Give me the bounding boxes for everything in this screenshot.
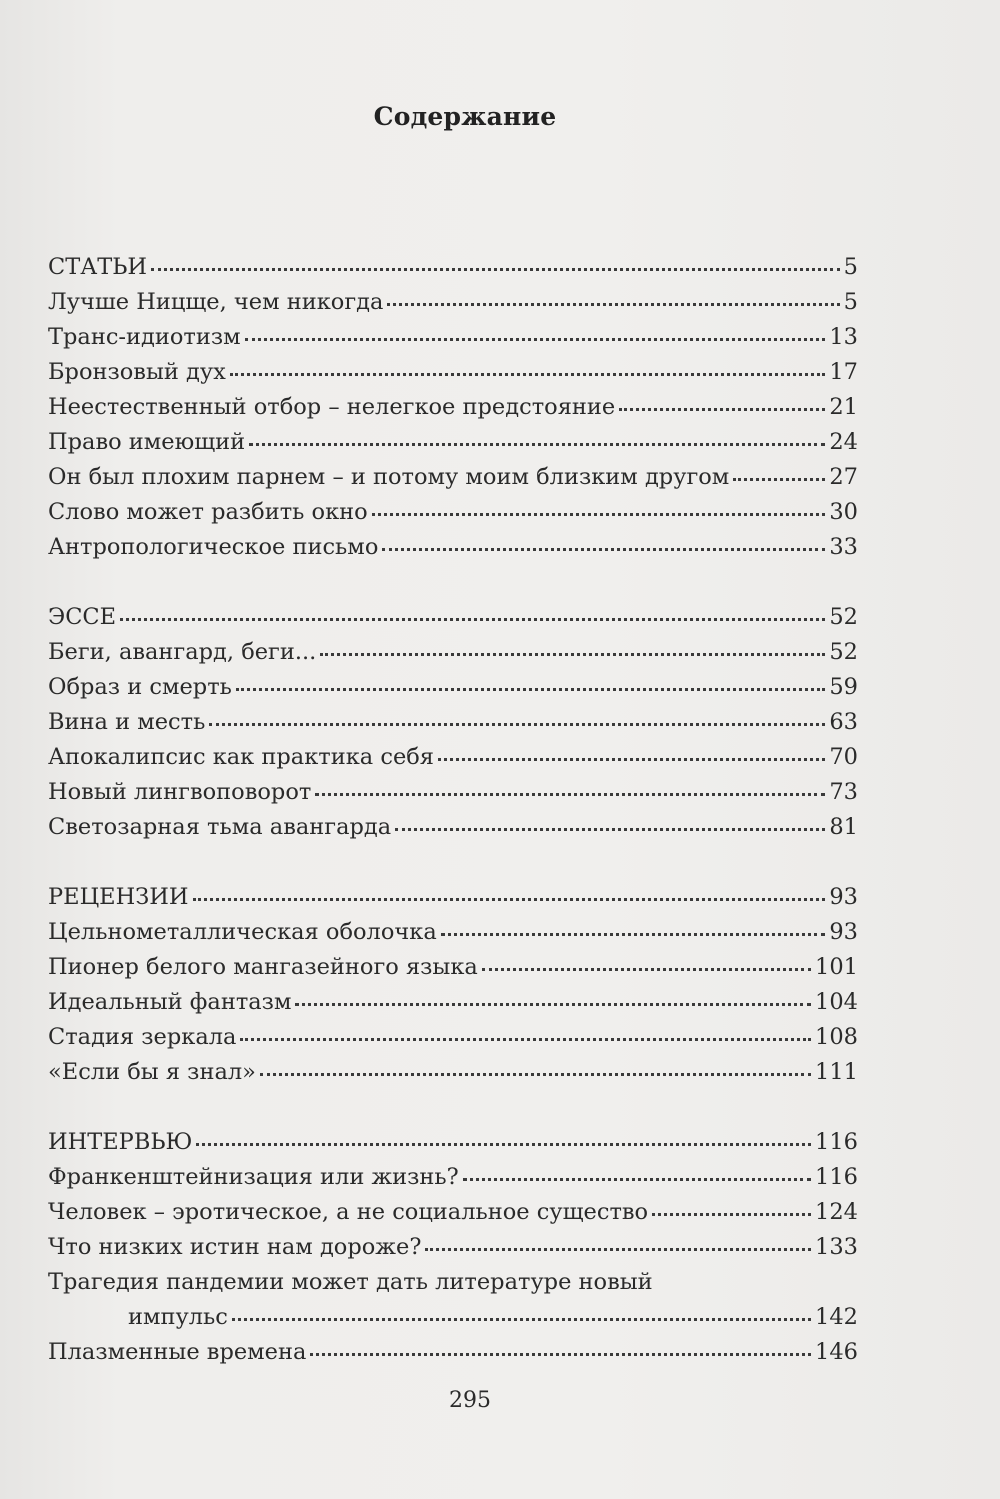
dot-leader: [482, 968, 811, 971]
toc-entry[interactable]: [48, 1265, 858, 1335]
toc-page-number: 21: [829, 394, 858, 420]
dot-leader: [260, 1073, 811, 1076]
toc-entry-label: Человек – эротическое, а не социальное существо: [48, 1199, 649, 1225]
toc-entry[interactable]: [48, 390, 858, 425]
toc-heading[interactable]: [48, 600, 858, 635]
toc-entry[interactable]: [48, 915, 858, 950]
toc-entry-label: Антропологическое письмо: [48, 534, 379, 560]
toc-entry-label: Стадия зеркала: [48, 1024, 237, 1050]
toc-entry-label: Право имеющий: [48, 429, 246, 455]
dot-leader: [619, 408, 825, 411]
toc-entry[interactable]: [48, 985, 858, 1020]
dot-leader: [209, 723, 825, 726]
toc-page-number: 52: [829, 604, 858, 630]
toc-page-number: 124: [815, 1199, 858, 1225]
dot-leader: [193, 898, 826, 901]
toc-entry[interactable]: [48, 425, 858, 460]
dot-leader: [425, 1248, 811, 1251]
toc-section-essays: [48, 600, 858, 845]
dot-leader: [295, 1003, 811, 1006]
toc-entry-label: Бронзовый дух: [48, 359, 226, 385]
dot-leader: [120, 618, 825, 621]
toc-page-number: 133: [815, 1234, 858, 1260]
toc-page-number: 101: [815, 954, 858, 980]
dot-leader: [387, 303, 839, 306]
toc-entry[interactable]: [48, 1020, 858, 1055]
toc-page-number: 17: [829, 359, 858, 385]
toc-entry-label: Он был плохим парнем – и потому моим близким другом: [48, 464, 730, 490]
dot-leader: [240, 1038, 811, 1041]
toc-heading[interactable]: [48, 250, 858, 285]
toc-entry[interactable]: [48, 1230, 858, 1265]
dot-leader: [315, 793, 825, 796]
toc-heading[interactable]: [48, 880, 858, 915]
toc-page-number: 104: [815, 989, 858, 1015]
dot-leader: [249, 443, 825, 446]
toc-entry[interactable]: [48, 460, 858, 495]
toc-entry[interactable]: [48, 355, 858, 390]
toc-section-reviews: [48, 880, 858, 1090]
toc-entry[interactable]: [48, 1160, 858, 1195]
dot-leader: [230, 373, 826, 376]
dot-leader: [463, 1178, 811, 1181]
dot-leader: [438, 758, 825, 761]
toc-page-number: 70: [829, 744, 858, 770]
toc-page-number: 81: [829, 814, 858, 840]
toc-entry[interactable]: [48, 775, 858, 810]
toc-entry[interactable]: [48, 950, 858, 985]
dot-leader: [245, 338, 826, 341]
toc-page-number: 63: [829, 709, 858, 735]
toc-page-number: 5: [843, 289, 858, 315]
dot-leader: [196, 1143, 811, 1146]
page-number: 295: [449, 1388, 491, 1413]
dot-leader: [151, 268, 840, 271]
dot-leader: [236, 688, 825, 691]
toc-entry-label: Образ и смерть: [48, 674, 232, 700]
toc-entry[interactable]: [48, 495, 858, 530]
toc-entry[interactable]: [48, 670, 858, 705]
page-title: Содержание: [373, 102, 557, 131]
dot-leader: [310, 1353, 811, 1356]
toc-entry-label-cont: импульс: [128, 1304, 228, 1330]
toc-heading-label: ЭССЕ: [48, 604, 117, 630]
toc-entry[interactable]: [48, 740, 858, 775]
toc-entry[interactable]: [48, 1055, 858, 1090]
dot-leader: [382, 548, 825, 551]
dot-leader: [395, 828, 825, 831]
toc-entry[interactable]: [48, 635, 858, 670]
toc-entry-label: Лучше Ницще, чем никогда: [48, 289, 384, 315]
toc-page-number: 13: [829, 324, 858, 350]
toc-section-articles: [48, 250, 858, 565]
toc-entry-label: Пионер белого мангазейного языка: [48, 954, 478, 980]
toc-page-number: 73: [829, 779, 858, 805]
toc-page-number: 111: [815, 1059, 858, 1085]
toc-entry-label: Новый лингвоповорот: [48, 779, 312, 805]
toc-entry-label: Франкенштейнизация или жизнь?: [48, 1164, 459, 1190]
toc-entry[interactable]: [48, 1195, 858, 1230]
toc-page-number: 33: [829, 534, 858, 560]
toc-page-number: 5: [843, 254, 858, 280]
toc-page-number: 142: [815, 1304, 858, 1330]
toc-entry-continuation: [48, 1300, 858, 1335]
toc-entry[interactable]: [48, 320, 858, 355]
dot-leader: [652, 1213, 811, 1216]
toc-entry-label: Плазменные времена: [48, 1339, 307, 1365]
table-of-contents: [48, 250, 858, 1405]
toc-page-number: 93: [829, 919, 858, 945]
toc-entry-label: «Если бы я знал»: [48, 1059, 256, 1085]
toc-page-number: 52: [829, 639, 858, 665]
toc-page-number: 30: [829, 499, 858, 525]
dot-leader: [733, 478, 825, 481]
toc-entry[interactable]: [48, 285, 858, 320]
toc-entry-label: Беги, авангард, беги...: [48, 639, 317, 665]
toc-page-number: 93: [829, 884, 858, 910]
toc-page-number: 59: [829, 674, 858, 700]
dot-leader: [320, 653, 825, 656]
toc-entry[interactable]: [48, 1335, 858, 1370]
toc-page-number: 146: [815, 1339, 858, 1365]
toc-section-interviews: [48, 1125, 858, 1370]
toc-entry-label: Что низких истин нам дороже?: [48, 1234, 422, 1260]
toc-page-number: 24: [829, 429, 858, 455]
toc-entry-label: Цельнометаллическая оболочка: [48, 919, 437, 945]
toc-entry[interactable]: [48, 705, 858, 740]
toc-entry[interactable]: [48, 530, 858, 565]
toc-entry-label: Светозарная тьма авангарда: [48, 814, 392, 840]
toc-entry-label: Трагедия пандемии может дать литературе новый: [48, 1269, 653, 1295]
toc-page-number: 27: [829, 464, 858, 490]
toc-heading[interactable]: [48, 1125, 858, 1160]
toc-page-number: 116: [815, 1164, 858, 1190]
toc-entry[interactable]: [48, 810, 858, 845]
toc-heading-label: РЕЦЕНЗИИ: [48, 884, 189, 910]
toc-entry-label: Идеальный фантазм: [48, 989, 292, 1015]
toc-entry-label: Неестественный отбор – нелегкое предстояние: [48, 394, 616, 420]
dot-leader: [232, 1318, 811, 1321]
toc-page-number: 116: [815, 1129, 858, 1155]
toc-entry-label: Слово может разбить окно: [48, 499, 368, 525]
toc-heading-label: СТАТЬИ: [48, 254, 148, 280]
dot-leader: [441, 933, 826, 936]
toc-entry-label: Вина и месть: [48, 709, 206, 735]
dot-leader: [372, 513, 826, 516]
toc-entry-label: Апокалипсис как практика себя: [48, 744, 434, 770]
toc-page-number: 108: [815, 1024, 858, 1050]
toc-entry-label: Транс-идиотизм: [48, 324, 241, 350]
toc-heading-label: ИНТЕРВЬЮ: [48, 1129, 193, 1155]
